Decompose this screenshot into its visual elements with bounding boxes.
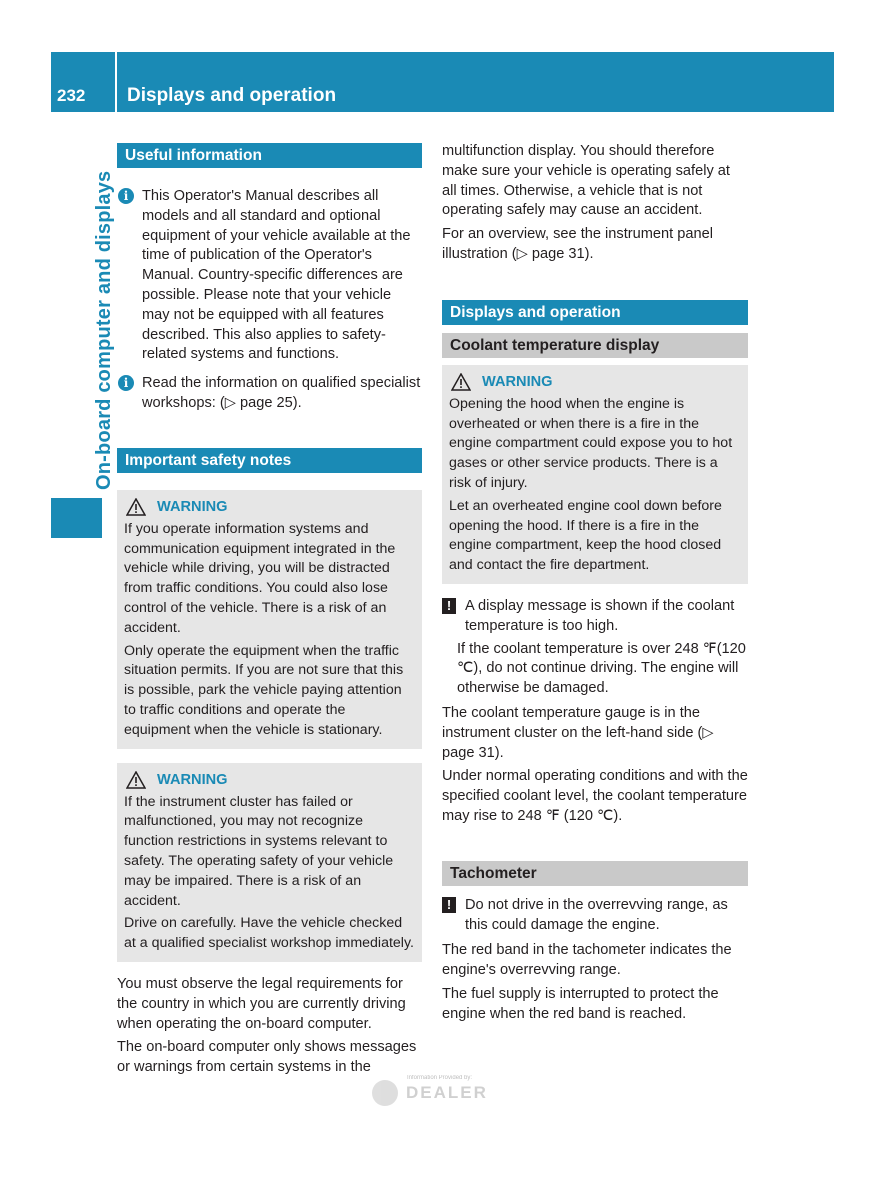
warning-text: If you operate information systems and communication equipment integrated in the vehicle while driving, you will be distracted from traffic conditions. You could also lose control of the vehicle. There is a risk of an accident. [124, 520, 396, 636]
warning-title [124, 498, 415, 516]
side-section-title: On-board computer and displays [93, 170, 115, 490]
body-paragraph: Under normal operating conditions and with the specified coolant level, the coolant temperature may rise to 248 ℉ (120 ℃). [442, 768, 748, 824]
warning-label: WARNING [157, 498, 228, 515]
note-overrevving [442, 896, 748, 936]
watermark-caption: Information Provided by: [407, 1075, 473, 1081]
warning-label: WARNING [482, 373, 553, 390]
exclamation-icon: ! [442, 598, 456, 614]
warning-text: Let an overheated engine cool down before opening the hood. If there is a fire in the engine compartment, keep the hood closed and contact the fire department. [449, 497, 722, 574]
warning-text: If the instrument cluster has failed or malfunctioned, you may not recognize function restrictions in systems relevant to safety. The operating safety of your vehicle may be impaired. There is a risk of an accident. [124, 793, 394, 909]
page-number: 232 [57, 86, 86, 105]
body-paragraph: multifunction display. You should therefore make sure your vehicle is operating safely at all times. Otherwise, a vehicle that is not operating safely may cause an accident. [442, 143, 730, 219]
note-text: If the coolant temperature is over 248 ℉(120 ℃), do not continue driving. The engine will otherwise be damaged. [457, 640, 746, 697]
info-icon: i [118, 375, 134, 391]
body-paragraph: The red band in the tachometer indicates the engine's overrevving range. [442, 942, 732, 979]
displays-and-operation-heading: Displays and operation [442, 300, 748, 325]
info-note-workshops [117, 374, 422, 414]
warning-triangle-icon [126, 771, 146, 789]
warning-label: WARNING [157, 771, 228, 788]
tachometer-heading: Tachometer [442, 861, 748, 886]
important-safety-notes-heading: Important safety notes [117, 448, 422, 473]
warning-triangle-icon [126, 498, 146, 516]
coolant-temperature-heading: Coolant temperature display [442, 333, 748, 358]
page-header [51, 52, 834, 112]
warning-box-distraction [117, 490, 422, 749]
dealer-watermark-logo [372, 1075, 502, 1110]
left-column [117, 143, 422, 1078]
info-text-workshops: Read the information on qualified specialist workshops: (▷ page 25). [142, 375, 421, 411]
note-text: Do not drive in the overrevving range, as this could damage the engine. [465, 896, 728, 933]
body-paragraph: The fuel supply is interrupted to protect the engine when the red band is reached. [442, 985, 719, 1022]
note-coolant [442, 597, 748, 637]
warning-box-instrument-cluster [117, 763, 422, 962]
body-paragraph: For an overview, see the instrument panel illustration (▷ page 31). [442, 226, 713, 262]
info-note-manual [117, 187, 422, 365]
warning-text: Opening the hood when the engine is overheated or when there is a fire in the engine compartment could expose you to hot gases or other service products. There is a risk of injury. [449, 395, 733, 491]
watermark-emblem-icon [372, 1080, 398, 1106]
note-text: A display message is shown if the coolant temperature is too high. [465, 597, 735, 634]
info-icon: i [118, 188, 134, 204]
header-title: Displays and operation [127, 85, 337, 106]
body-paragraph: The coolant temperature gauge is in the instrument cluster on the left-hand side (▷ page 31). [442, 704, 714, 761]
body-paragraph: You must observe the legal requirements for the country in which you are currently driving when operating the on-board computer. [117, 975, 406, 1032]
warning-title [449, 373, 741, 391]
warning-triangle-icon [451, 373, 471, 391]
watermark-wordmark: DEALER [406, 1083, 488, 1102]
exclamation-icon: ! [442, 897, 456, 913]
warning-text: Only operate the equipment when the traffic situation permits. If you are not sure that this is possible, park the vehicle paying attention to traffic conditions and operate the equipment when the vehicle is stationary. [124, 642, 404, 738]
useful-information-heading: Useful information [117, 143, 422, 168]
section-tab-marker [51, 498, 102, 538]
header-divider [115, 52, 117, 112]
warning-box-hood [442, 365, 748, 584]
right-column [442, 142, 748, 1025]
warning-text: Drive on carefully. Have the vehicle checked at a qualified specialist workshop immediately. [124, 915, 414, 952]
body-paragraph: The on-board computer only shows messages or warnings from certain systems in the [117, 1039, 417, 1076]
warning-title [124, 771, 415, 789]
info-text-manual: This Operator's Manual describes all models and all standard and optional equipment of your vehicle available at the time of publication of the Operator's Manual. Country-specific differences are possible. Please note that your vehicle may not be equipped with all features described. This also applies to safety-related systems and functions. [142, 188, 411, 363]
